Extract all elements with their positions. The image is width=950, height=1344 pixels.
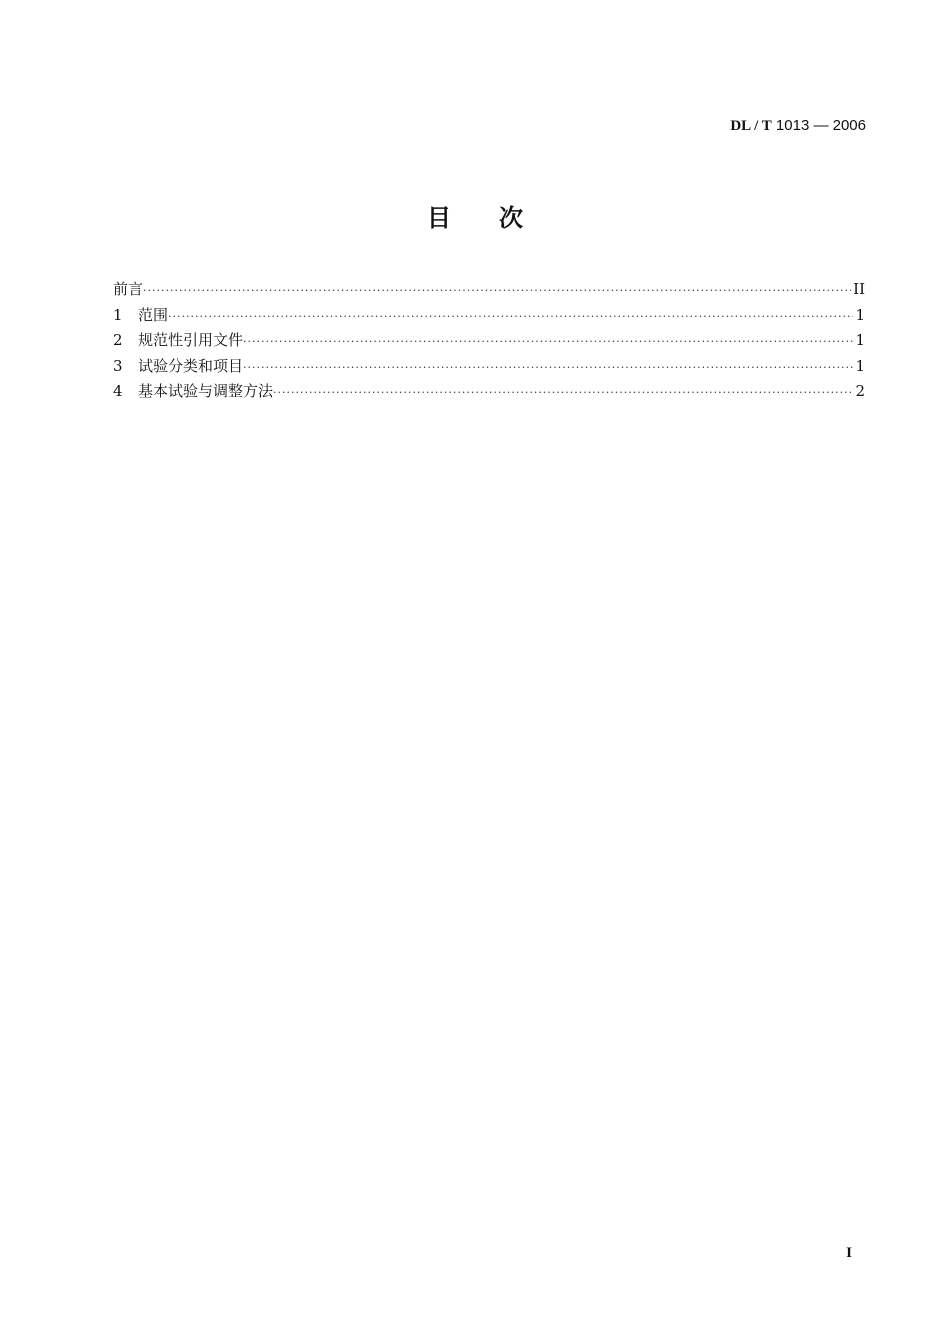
toc-entry: 2 规范性引用文件 ····· 1 bbox=[113, 329, 865, 355]
toc-entry: 3 试验分类和项目 ····· 1 bbox=[113, 355, 865, 381]
toc-entry: 1 范围 ····· 1 bbox=[113, 304, 865, 330]
dot-leader bbox=[243, 361, 853, 374]
dot-leader bbox=[273, 386, 853, 399]
table-of-contents bbox=[113, 278, 865, 406]
page-number: I bbox=[846, 1245, 852, 1261]
toc-entry: 前言 ····· II bbox=[113, 278, 865, 304]
toc-entry: 4 基本试验与调整方法 ····· 2 bbox=[113, 380, 865, 406]
page-title: 目次 bbox=[427, 204, 571, 232]
dot-leader bbox=[143, 284, 851, 297]
dot-leader bbox=[243, 335, 853, 348]
standard-code: DL / T 1013 — 2006 bbox=[730, 117, 866, 134]
dot-leader bbox=[168, 310, 853, 323]
